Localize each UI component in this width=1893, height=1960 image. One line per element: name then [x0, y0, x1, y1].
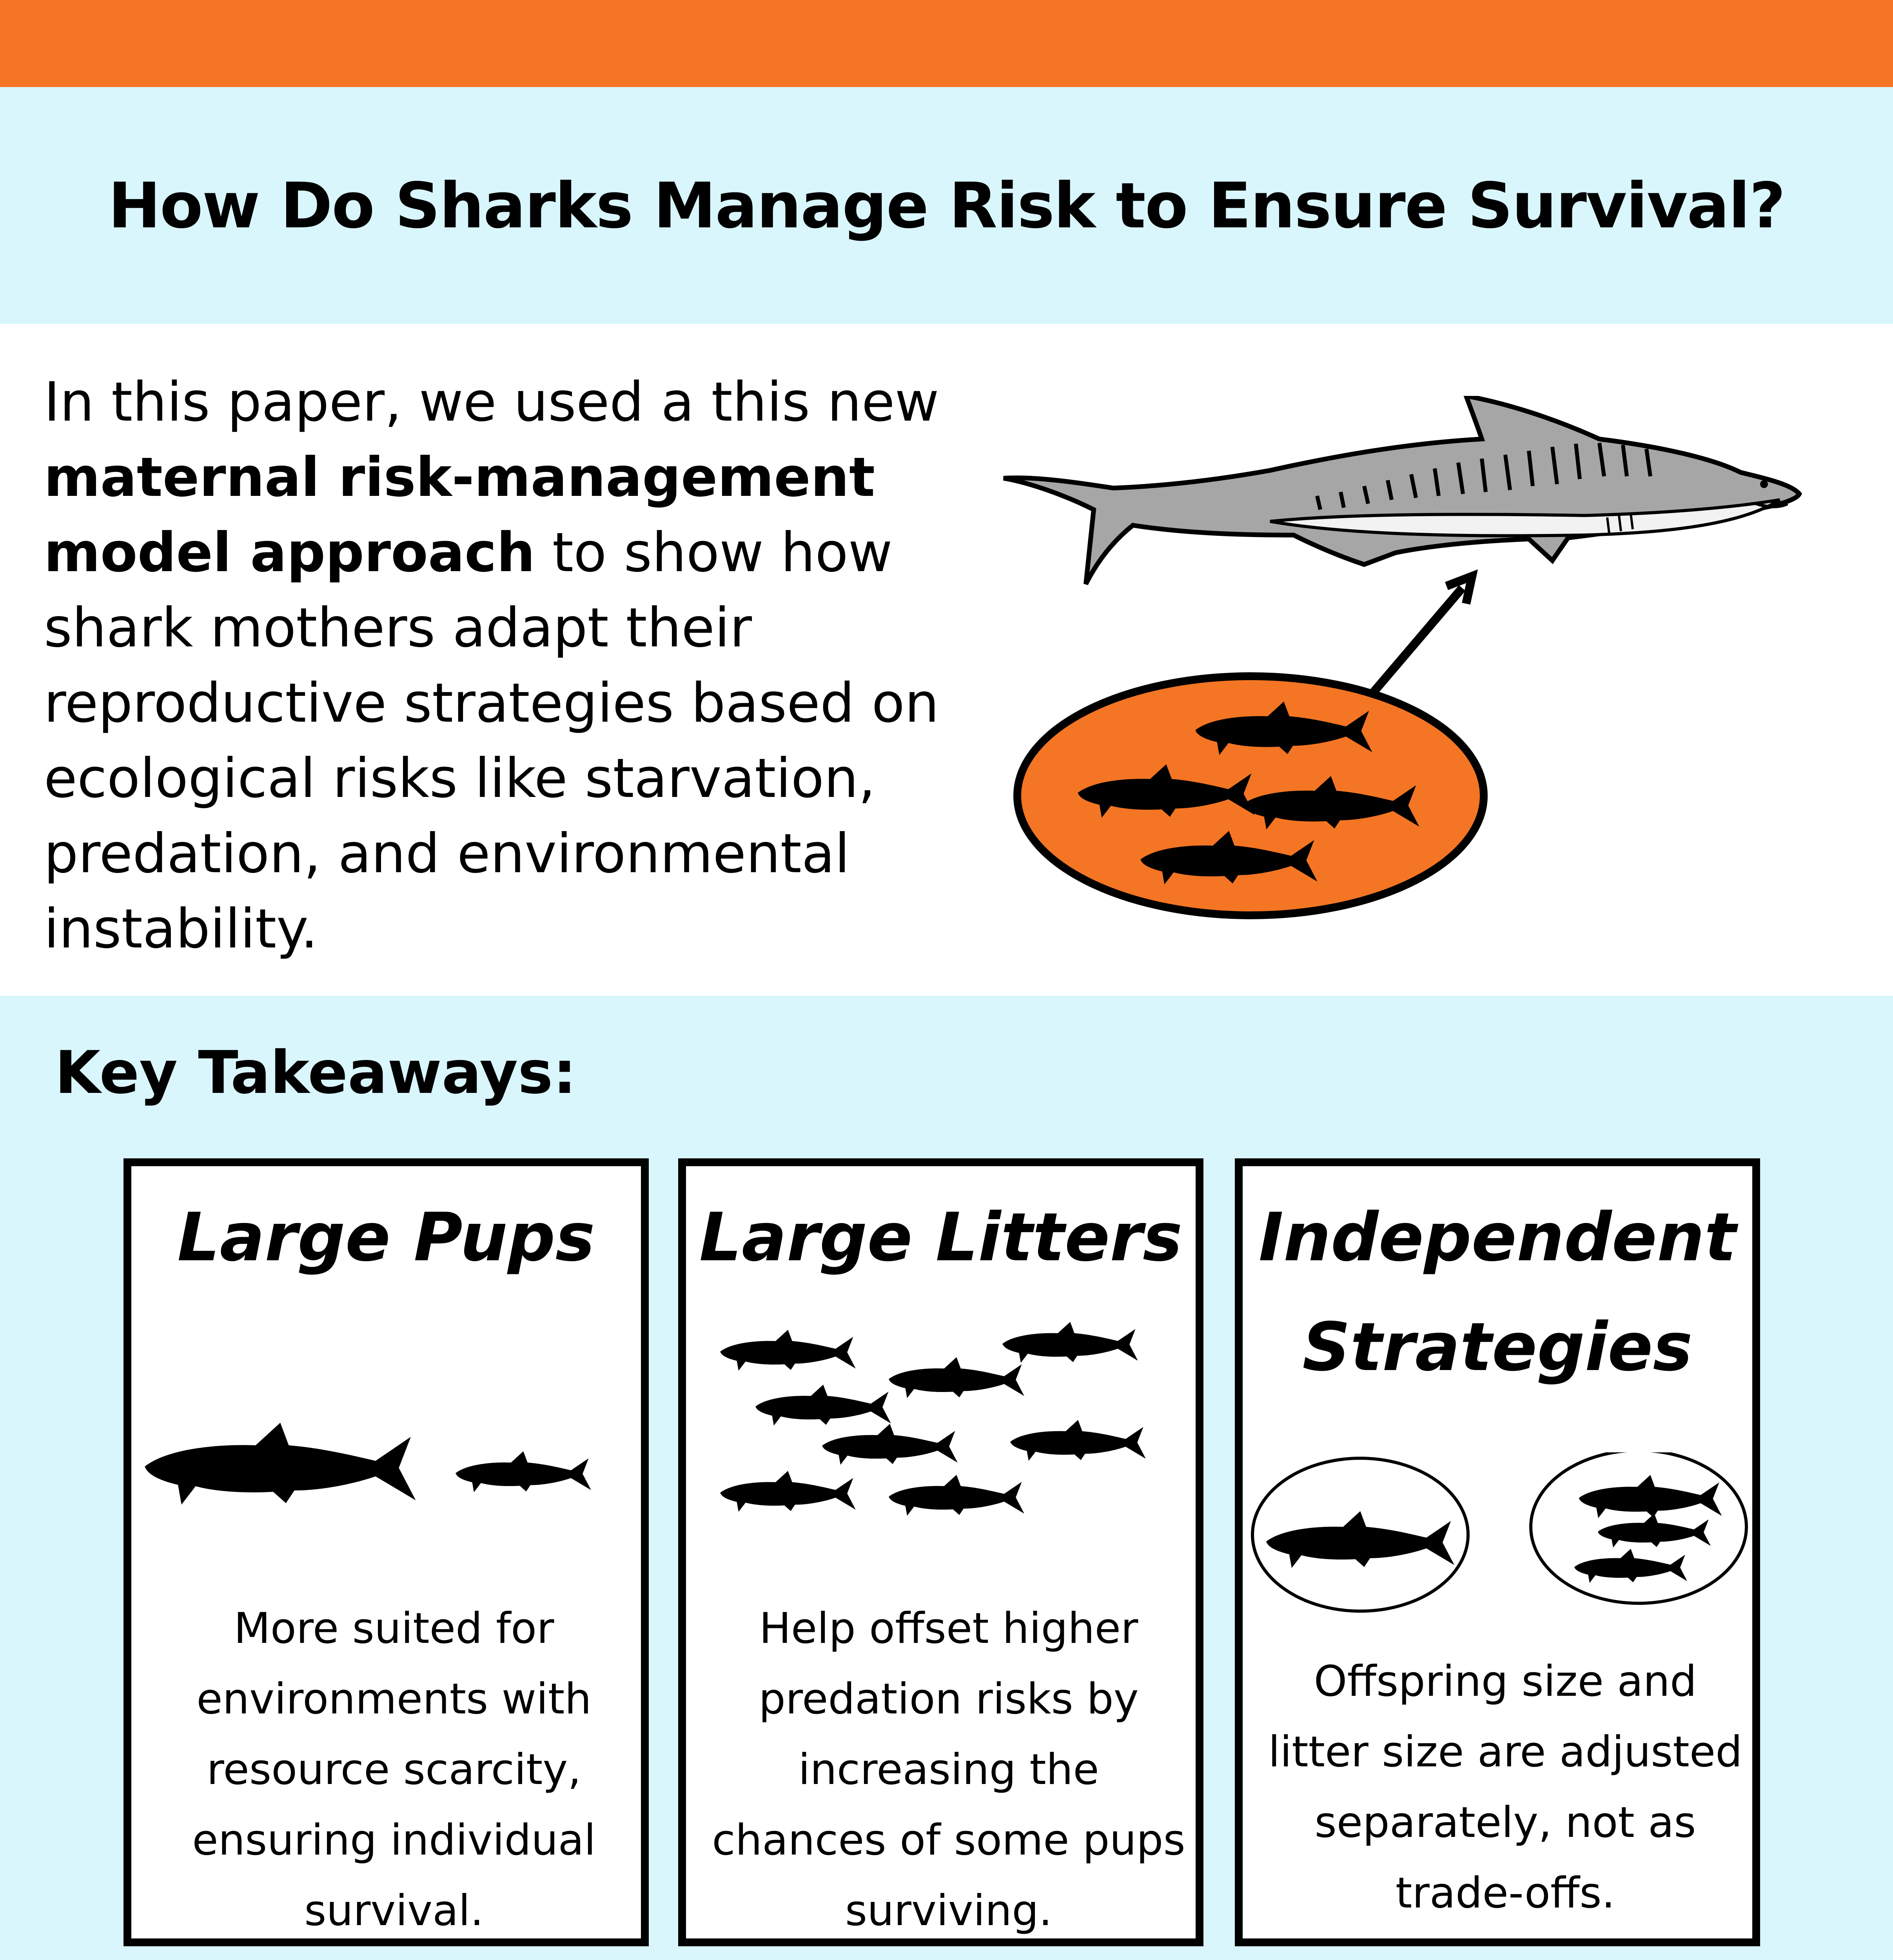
intro-text-end: to show how shark mothers adapt their reproductive strategies based on ecological risks like starvation, predation, and environmental instability.	[44, 521, 939, 960]
card-title: Large Litters	[699, 1199, 1183, 1276]
shark-silhouette-icon	[889, 1357, 1024, 1398]
shark-silhouette-icon	[720, 1330, 856, 1370]
card-title: Large Pups	[177, 1199, 595, 1276]
strategies-illustration	[1243, 1452, 1752, 1617]
card-large-pups	[123, 1158, 649, 1946]
page-title: How Do Sharks Manage Risk to Ensure Survival?	[108, 169, 1785, 242]
litter-illustration	[686, 1319, 1196, 1554]
card-description: More suited for environments with resource scarcity, ensuring individual survival.	[192, 1604, 596, 1935]
shark-silhouette-icon	[1002, 1322, 1138, 1363]
pups-illustration	[131, 1401, 641, 1558]
intro-paragraph	[44, 365, 961, 967]
title-band	[0, 87, 1893, 324]
card-independent-strategies	[1235, 1158, 1760, 1946]
card-title-line2: Strategies	[1302, 1308, 1693, 1386]
shark-silhouette-icon	[822, 1424, 958, 1465]
litter-ellipse	[1017, 676, 1484, 915]
card-description: Offspring size and litter size are adjusted separately, not as trade-offs.	[1268, 1657, 1742, 1918]
key-takeaways-heading: Key Takeaways:	[55, 1039, 577, 1107]
shark-silhouette-icon	[720, 1471, 856, 1512]
shark-silhouette-icon	[755, 1385, 891, 1425]
arrow-icon	[1372, 576, 1472, 694]
shark-silhouette-icon	[456, 1451, 591, 1492]
shark-silhouette-icon	[1010, 1420, 1146, 1461]
shark-silhouette-icon	[889, 1475, 1024, 1515]
intro-bold-phrase: maternal risk-management model approach	[44, 446, 875, 584]
card-description: Help offset higher predation risks by increasing the chances of some pups surviving.	[712, 1604, 1185, 1935]
tiger-shark-illustration	[996, 396, 1803, 921]
card-title-line1: Independent	[1258, 1199, 1737, 1276]
top-accent-bar	[0, 0, 1893, 87]
card-large-litters	[678, 1158, 1203, 1946]
shark-silhouette-icon	[145, 1423, 416, 1504]
intro-text-start: In this paper, we used a this new	[44, 370, 939, 434]
tiger-shark-icon	[1004, 396, 1799, 584]
